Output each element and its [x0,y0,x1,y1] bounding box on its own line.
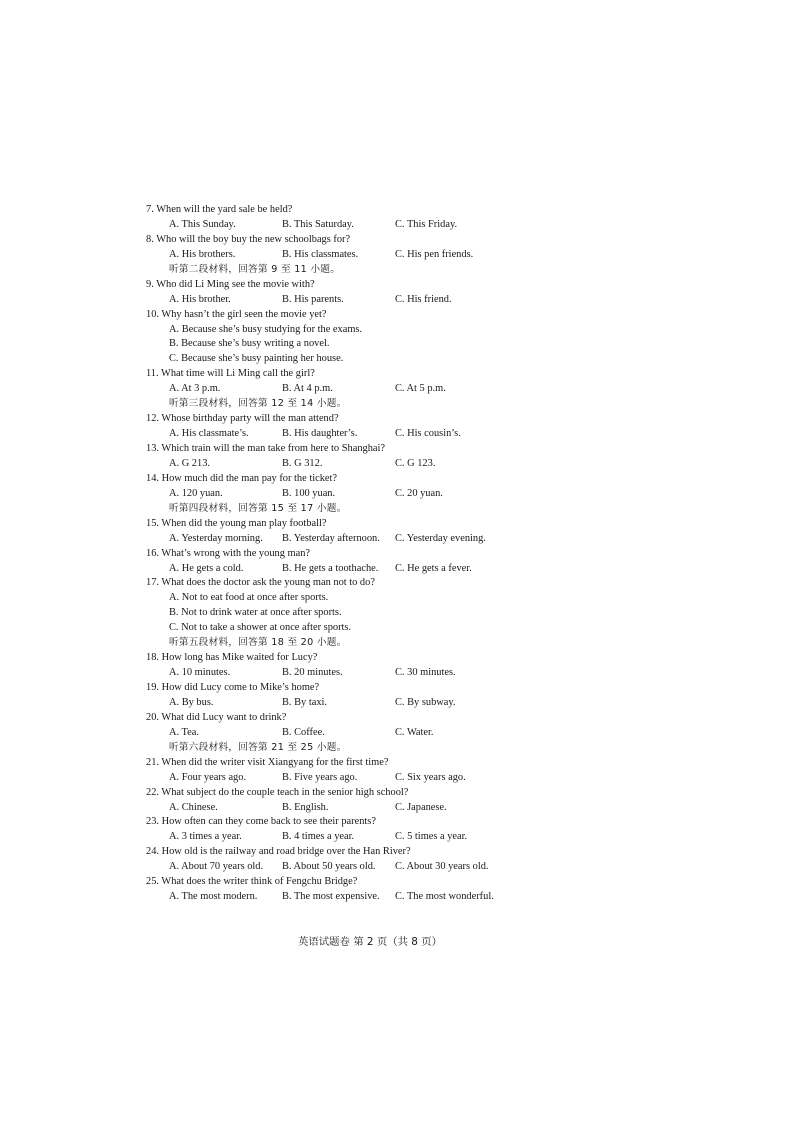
answer-option-a: A. His brothers. [169,248,236,260]
answer-option-c: C. 5 times a year. [395,831,468,843]
answer-option-c: C. Yesterday evening. [395,532,486,544]
question-text: 21. When did the writer visit Xiangyang for the first time? [146,756,389,768]
answer-option-a: A. His brother. [169,293,231,305]
question-text: 8. Who will the boy buy the new schoolbags for? [146,233,351,245]
answer-options-row [146,382,566,397]
answer-option-a: A. G 213. [169,457,210,469]
answer-option-a: A. 3 times a year. [169,831,242,843]
answer-options-row [146,457,566,472]
question-text: 22. What subject do the couple teach in the senior high school? [146,786,409,798]
answer-option-c: C. About 30 years old. [395,861,489,873]
answer-option-c: C. At 5 p.m. [395,383,446,395]
question-text: 10. Why hasn’t the girl seen the movie yet? [146,308,327,320]
answer-option-c: C. His cousin’s. [395,428,461,440]
answer-option-a: A. 10 minutes. [169,667,231,679]
question-text: 13. Which train will the man take from here to Shanghai? [146,443,386,454]
answer-options-row [146,771,566,786]
answer-option-c: C. 30 minutes. [395,667,456,679]
answer-option-c: C. This Friday. [395,218,458,230]
answer-option: C. Because she’s busy painting her house. [169,353,344,365]
answer-option: A. Because she’s busy studying for the exams. [169,323,363,335]
answer-option-a: A. At 3 p.m. [169,383,221,395]
answer-option-a: A. By bus. [169,696,214,708]
answer-options-row [146,218,566,233]
answer-option-b: B. English. [282,801,329,813]
answer-option-c: C. Six years ago. [395,771,466,783]
answer-option-a: A. The most modern. [169,891,258,903]
answer-options-row [146,248,566,263]
answer-options-row [146,532,566,547]
answer-option-a: A. Tea. [169,726,199,738]
answer-option-b: B. Five years ago. [282,771,358,783]
question-text: 12. Whose birthday party will the man attend? [146,413,339,425]
answer-option: B. Because she’s busy writing a novel. [169,338,330,350]
answer-option-b: B. His classmates. [282,248,359,260]
answer-option-c: C. G 123. [395,457,436,469]
question-text: 15. When did the young man play football? [146,517,327,529]
section-instruction: 听第四段材料，回答第 15 至 17 小题。 [169,502,347,514]
answer-options-row [146,666,566,681]
answer-option-a: A. Chinese. [169,801,218,813]
question-text: 19. How did Lucy come to Mike’s home? [146,682,320,693]
question-text: 23. How often can they come back to see their parents? [146,816,376,828]
answer-option-c: C. By subway. [395,696,456,708]
question-text: 11. What time will Li Ming call the girl? [146,368,315,380]
answer-option-b: B. About 50 years old. [282,861,376,873]
answer-option: B. Not to drink water at once after sports. [169,607,342,619]
section-instruction: 听第五段材料，回答第 18 至 20 小题。 [169,637,347,649]
answer-options-row [146,487,566,502]
question-text: 18. How long has Mike waited for Lucy? [146,652,318,664]
answer-option-c: C. His pen friends. [395,248,474,260]
section-instruction: 听第二段材料，回答第 9 至 11 小题。 [169,263,341,275]
answer-option-c: C. He gets a fever. [395,562,472,574]
answer-options-row [146,726,566,741]
question-text: 20. What did Lucy want to drink? [146,711,287,723]
answer-option-a: A. Four years ago. [169,771,247,783]
answer-option-a: A. Yesterday morning. [169,532,263,544]
answer-option-a: A. He gets a cold. [169,562,244,574]
question-text: 9. Who did Li Ming see the movie with? [146,278,315,290]
answer-option: C. Not to take a shower at once after sports. [169,622,352,634]
answer-options-row [146,427,566,442]
answer-options-row [146,830,566,845]
question-text: 14. How much did the man pay for the ticket? [146,472,338,484]
answer-options-row [146,293,566,308]
section-instruction: 听第六段材料，回答第 21 至 25 小题。 [169,741,347,753]
question-text: 16. What’s wrong with the young man? [146,547,311,559]
answer-option-b: B. His parents. [282,293,344,305]
answer-options-row [146,801,566,816]
page-footer: 英语试题卷 第 2 页（共 8 页） [297,936,443,948]
answer-option-b: B. By taxi. [282,696,328,708]
question-text: 7. When will the yard sale be held? [146,204,293,215]
answer-options-row [146,562,566,577]
answer-option-b: B. Yesterday afternoon. [282,532,380,544]
answer-option-c: C. Water. [395,726,434,738]
question-list [146,203,566,905]
answer-option-c: C. The most wonderful. [395,891,494,903]
answer-option-b: B. 100 yuan. [282,487,336,499]
question-text: 25. What does the writer think of Fengchu Bridge? [146,876,358,888]
answer-option: A. Not to eat food at once after sports. [169,592,329,604]
answer-option-b: B. 20 minutes. [282,667,343,679]
answer-option-b: B. 4 times a year. [282,831,355,843]
answer-option-b: B. The most expensive. [282,891,380,903]
answer-option-c: C. His friend. [395,293,452,305]
answer-option-a: A. His classmate’s. [169,428,249,440]
answer-option-b: B. G 312. [282,457,323,469]
answer-option-a: A. 120 yuan. [169,487,223,499]
answer-options-row [146,696,566,711]
answer-option-b: B. This Saturday. [282,218,354,230]
question-text: 17. What does the doctor ask the young man not to do? [146,577,375,589]
answer-option-c: C. Japanese. [395,801,447,813]
answer-option-b: B. Coffee. [282,726,325,738]
answer-option-a: A. This Sunday. [169,218,236,230]
answer-option-b: B. His daughter’s. [282,428,358,440]
answer-option-b: B. At 4 p.m. [282,383,333,395]
answer-options-row [146,890,566,905]
answer-option-b: B. He gets a toothache. [282,562,379,574]
answer-option-c: C. 20 yuan. [395,487,443,499]
answer-options-row [146,860,566,875]
section-instruction: 听第三段材料，回答第 12 至 14 小题。 [169,398,347,410]
question-text: 24. How old is the railway and road bridge over the Han River? [146,846,411,858]
answer-option-a: A. About 70 years old. [169,861,264,873]
